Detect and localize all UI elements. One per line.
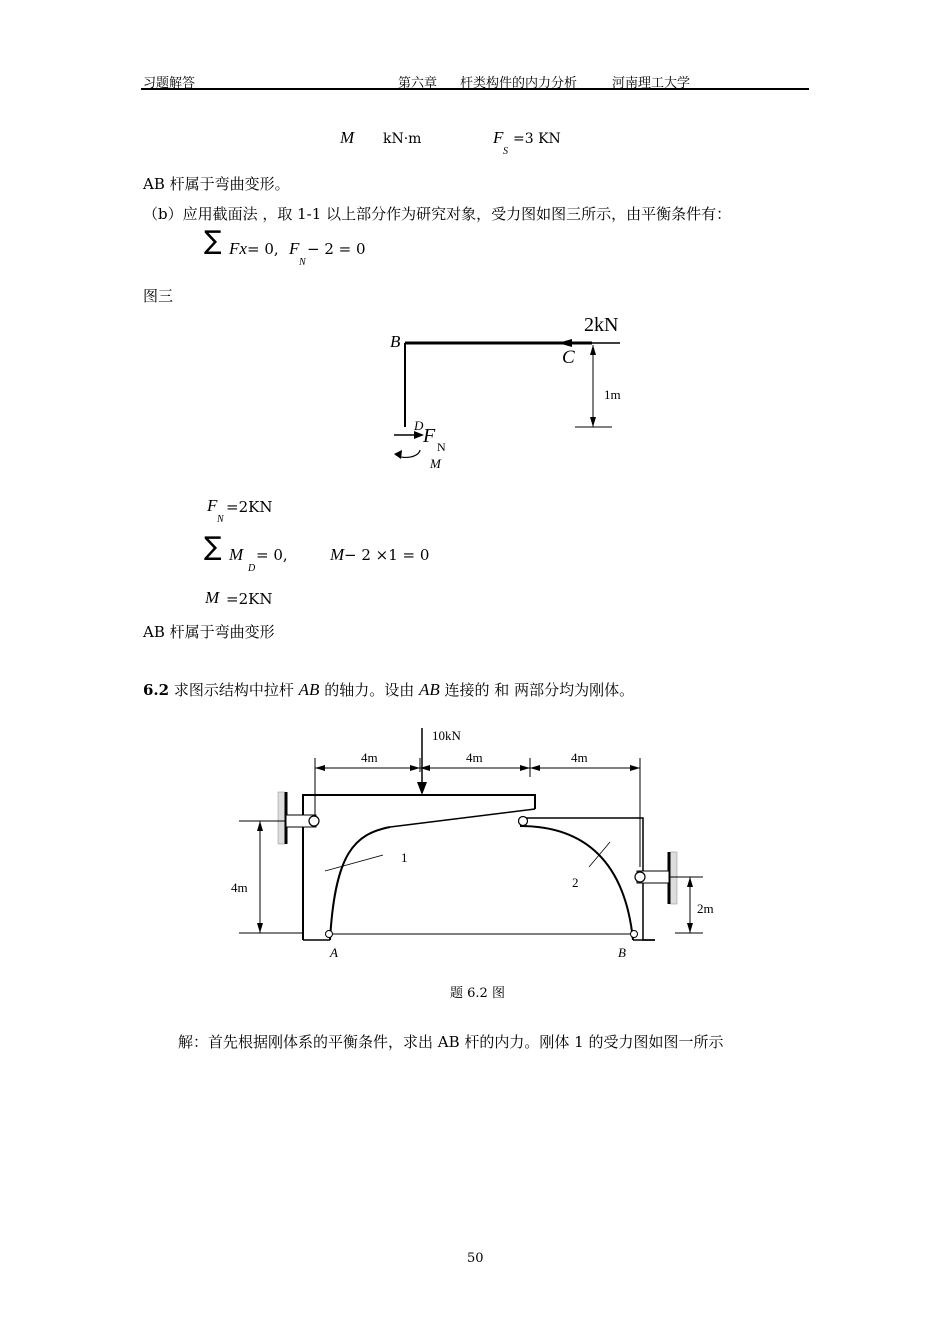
body-1-arch [330, 827, 390, 940]
eq1-f: F [289, 239, 300, 258]
dim-1m-arrow-top [590, 345, 596, 355]
label-b-62: B [618, 945, 626, 960]
label-c: C [562, 347, 575, 368]
sum-symbol: ∑ [204, 226, 222, 256]
dim-1m-label: 1m [604, 387, 621, 402]
label-b: B [390, 332, 401, 351]
page-number: 50 [467, 1251, 484, 1266]
sum-md-symbol: ∑ [204, 532, 222, 562]
left-dim-label: 4m [231, 880, 248, 895]
pin-a [326, 931, 333, 938]
dim-arrow [315, 765, 325, 771]
right-wall-hatch [670, 852, 677, 904]
label-m: M [430, 456, 441, 471]
dim-1m-arrow-bottom [590, 417, 596, 427]
force-2kn-label: 2kN [584, 314, 619, 336]
m-symbol: M [340, 128, 355, 147]
paragraph-ab-bending: AB 杆属于弯曲变形。 [143, 175, 290, 193]
problem-ab-2: AB [418, 680, 440, 699]
paragraph-section-method: （b）应用截面法 ，取 1-1 以上部分作为研究对象，受力图如图三所示，由平衡条件有： [143, 205, 732, 223]
force-2kn-arrowhead [558, 339, 572, 347]
right-hinge-pin [635, 872, 645, 882]
m-result-symbol: M [205, 588, 220, 607]
moment-arrowhead [394, 450, 402, 459]
middle-hinge-pin [519, 817, 528, 826]
left-hinge-pin [309, 816, 319, 826]
left-dim-arrow [257, 923, 263, 933]
label-d: D [414, 418, 424, 433]
left-wall-hatch [278, 792, 285, 844]
md-tail: − 2 ×1 = 0 [344, 546, 430, 564]
body-1-lower-edge [390, 809, 535, 827]
dim-label-2: 4m [466, 750, 483, 765]
paragraph-ab-bending-2: AB 杆属于弯曲变形 [143, 623, 275, 641]
fs-symbol: F [493, 128, 504, 147]
header-chapter-title: 杆类构件的内力分析 [460, 76, 578, 91]
m-result-value: =2KN [226, 590, 273, 608]
md-subscript: D [248, 563, 256, 574]
m-unit: kN·m [383, 131, 422, 147]
fs-value: =3 KN [513, 131, 561, 147]
fs-subscript: S [503, 146, 508, 157]
header-rule [141, 88, 809, 90]
problem-text-c: 连接的 和 两部分均为刚体。 [439, 681, 635, 699]
eq1-tail: − 2 = 0 [307, 240, 366, 258]
dim-arrow [530, 765, 540, 771]
problem-ab-1: AB [298, 680, 320, 699]
solution-text: 解：首先根据刚体系的平衡条件，求出 AB 杆的内力。刚体 1 的受力图如图一所示 [178, 1033, 724, 1051]
fn-value: =2KN [226, 498, 273, 516]
md-m: M [229, 545, 244, 564]
dim-label-1: 4m [361, 750, 378, 765]
dim-arrow [410, 765, 420, 771]
load-arrowhead [417, 782, 427, 795]
pin-b [631, 931, 638, 938]
dim-arrow [630, 765, 640, 771]
label-a: A [330, 945, 338, 960]
eq1-equals: = 0, [247, 240, 279, 258]
label-fn-n: N [437, 440, 446, 454]
problem-text-b: 的轴力。设由 [319, 681, 419, 699]
left-dim-arrow [257, 821, 263, 831]
label-2: 2 [572, 875, 579, 890]
md-equals: = 0, [256, 546, 288, 564]
dim-label-3: 4m [571, 750, 588, 765]
eq1-f-subscript: N [299, 257, 306, 268]
md-m2: M [330, 545, 345, 564]
header-left: 习题解答 [143, 76, 196, 91]
body-2-frame [520, 818, 655, 940]
right-dim-arrow [687, 877, 693, 887]
header-university: 河南理工大学 [612, 76, 691, 91]
fn-subscript: N [217, 514, 224, 525]
right-dim-arrow [687, 923, 693, 933]
figure-3-label: 图三 [143, 287, 174, 305]
figure-6-2-diagram [225, 722, 714, 972]
label-1-leader [325, 855, 383, 871]
eq1-lhs: Fx [229, 239, 247, 258]
dim-arrow [520, 765, 530, 771]
fn-symbol: F [207, 496, 218, 515]
right-dim-label: 2m [697, 901, 714, 916]
load-label: 10kN [432, 728, 461, 743]
problem-number: 6.2 [143, 681, 170, 699]
figure-3-diagram [380, 310, 640, 480]
label-fn-f: F [423, 425, 436, 447]
header-chapter: 第六章 [398, 76, 438, 91]
problem-text-a: 求图示结构中拉杆 [169, 681, 299, 699]
figure-6-2-caption: 题 6.2 图 [450, 986, 505, 1001]
label-1: 1 [401, 850, 408, 865]
